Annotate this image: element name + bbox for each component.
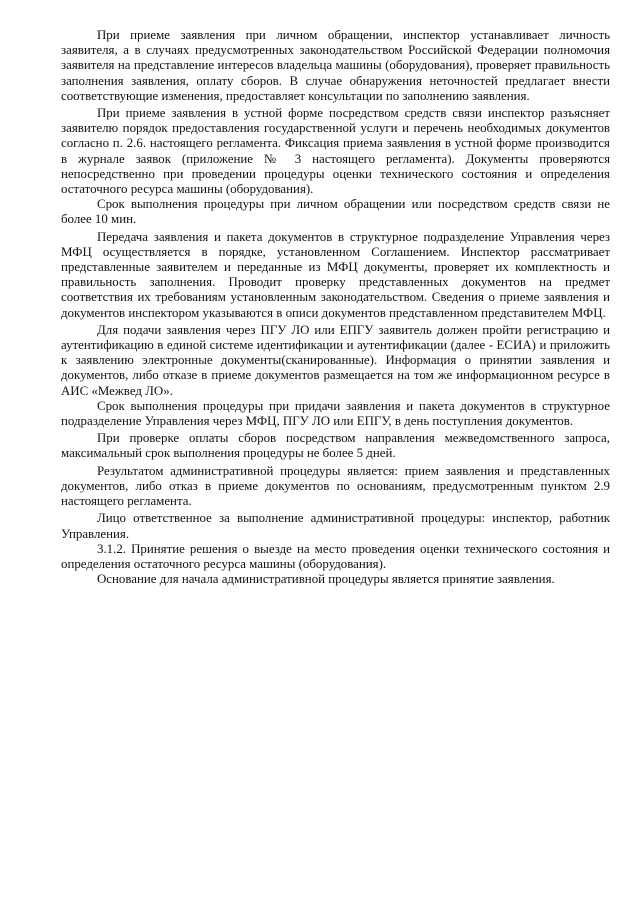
paragraph-personal-reception: При приеме заявления при личном обращении, инспектор устанавливает личность заявителя, а в случаях предусмотренных законодательством Российской Федерации полномочия заявителя на представление интересов владельца машины (оборудования), проверяет правильность заполнения заявления, оплату сборов. В случае обнаружения неточностей предлагает внести соответствующие изменения, предоставляет консультации по заполнению заявления. — [61, 28, 610, 103]
paragraph-personal-deadline: Срок выполнения процедуры при личном обращении или посредством средств связи не более 10 мин. — [61, 197, 610, 227]
paragraph-mfc-deadline: Срок выполнения процедуры при придачи заявления и пакета документов в структурное подразделение Управления через МФЦ, ПГУ ЛО или ЕПГУ, в день поступления документов. — [61, 398, 610, 429]
paragraph-oral-reception: При приеме заявления в устной форме посредством средств связи инспектор разъясняет заявителю порядок предоставления государственной услуги и перечень необходимых документов согласно п. 2.6. настоящего регламента. Фиксация приема заявления в устной форме производится в журнале заявок (приложение № 3 настоящего регламента). Документы проверяются непосредственно при проведении процедуры оценки технического состояния и определения остаточного ресурса машины (оборудования). — [61, 106, 610, 197]
paragraph-online-submission: Для подачи заявления через ПГУ ЛО или ЕПГУ заявитель должен пройти регистрацию и аутентификацию в единой системе идентификации и аутентификации (далее - ЕСИА) и приложить к заявлению электронные документы(сканированные). Информация о принятии заявления и документов, либо отказе в приеме документов размещается на том же информационном ресурсе в АИС «Межвед ЛО». — [61, 322, 610, 398]
paragraph-section-3-1-2: 3.1.2. Принятие решения о выезде на место проведения оценки технического состояния и определения остаточного ресурса машины (оборудования). — [61, 541, 610, 571]
paragraph-fee-check: При проверке оплаты сборов посредством направления межведомственного запроса, максимальный срок выполнения процедуры не более 5 дней. — [61, 431, 610, 461]
paragraph-mfc-transfer: Передача заявления и пакета документов в структурное подразделение Управления через МФЦ осуществляется в порядке, установленном Соглашением. Инспектор рассматривает представленные заявителем и переданные из МФЦ документы, проверяет их комплектность и правильность заполнения. Проводит проверку представленных документов на предмет соответствия их требованиям установленным законодательством. Сведения о приеме заявления и документов инспектором указываются в описи документов представленном представителем МФЦ. — [61, 229, 610, 320]
paragraph-result: Результатом административной процедуры является: прием заявления и представленных документов, либо отказ в приеме документов по основаниям, предусмотренным пунктом 2.9 настоящего регламента. — [61, 463, 610, 509]
paragraph-responsible: Лицо ответственное за выполнение административной процедуры: инспектор, работник Управления. — [61, 511, 610, 541]
paragraph-basis: Основание для начала административной процедуры является принятие заявления. — [97, 572, 555, 587]
